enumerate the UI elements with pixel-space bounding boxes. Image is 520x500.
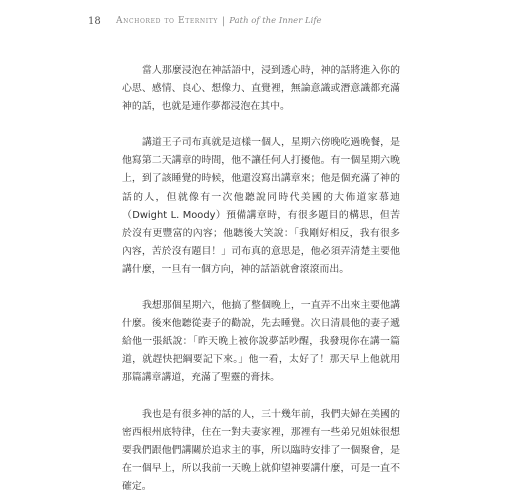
paragraph-4: 我也是有很多神的話的人，三十幾年前，我們夫婦在美國的密西根州底特律，住在一對夫妻家裡，那裡有一些弟兄姐妹很想要我們跟他們講關於追求主的事，所以臨時安排了一個聚會，是在一個早上，所以我前一天晚上就仰望神要講什麼，可是一直不確定。	[122, 408, 400, 492]
body-text	[122, 62, 400, 496]
paragraph-2: 講道王子司布真就是這樣一個人，星期六傍晚吃過晚餐，是他寫第二天講章的時間，他不讓任何人打擾他。有一個星期六晚上，到了該睡覺的時候，他還沒寫出講章來；他是個充滿了神的話的人，但就像有一次他聽說同時代美國的大佈道家慕迪（Dwight L. Moody）預備講章時，有很多題目的構思，但苦於沒有更豐富的內容；他聽後大笑說：「我剛好相反，我有很多內容，苦於沒有題目！」司布真的意思是，他必須弄清楚主要他講什麼，一旦有一個方向，神的話語就會滾滾而出。	[122, 137, 400, 275]
page-number: 18	[88, 15, 101, 27]
book-subtitle: Path of the Inner Life	[229, 16, 322, 26]
book-title: Anchored to Eternity	[116, 16, 218, 26]
paragraph-3: 我想那個星期六，他搞了整個晚上，一直弄不出來主要他講什麼。後來他聽從妻子的勸說，先去睡覺。次日清晨他的妻子遞給他一張紙說：「昨天晚上被你說夢話吵醒，我發現你在講一篇道，就趕快把綱要記下來。」他一看，太好了！那天早上他就用那篇講章講道，充滿了聖靈的膏抹。	[122, 300, 400, 384]
paragraph-1: 當人那麼浸泡在神話語中，浸到透心時，神的話將進入你的心思、感情、良心、想像力、直覺裡，無論意識或潛意識都充滿神的話，也就是連作夢都浸泡在其中。	[122, 65, 400, 113]
running-header	[88, 14, 322, 28]
header-separator: |	[221, 15, 226, 27]
